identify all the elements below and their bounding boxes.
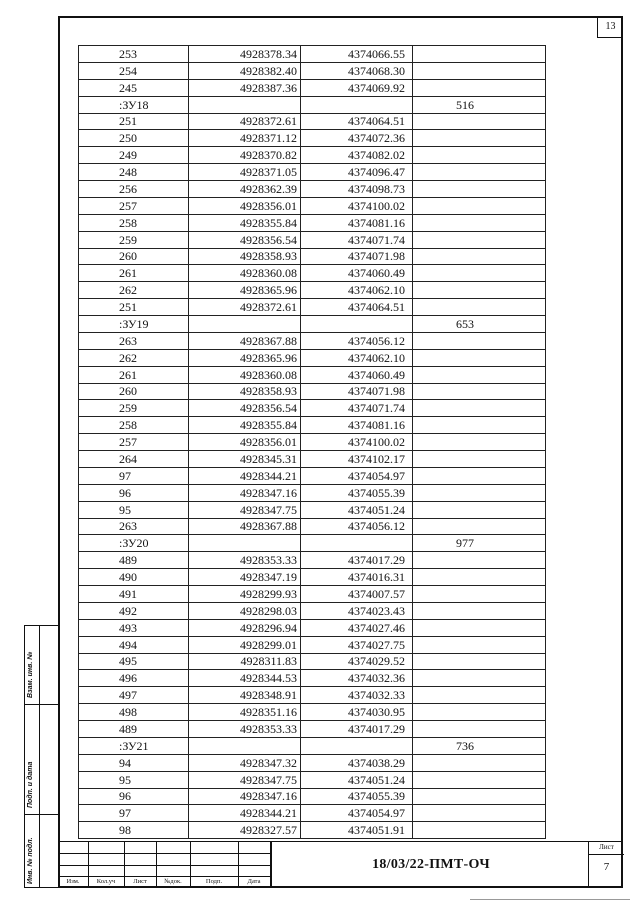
- area-cell: [413, 332, 546, 349]
- x-coordinate-cell: 4928296.94: [189, 619, 301, 636]
- table-row: [79, 383, 546, 400]
- area-cell: [413, 687, 546, 704]
- sheet-separator: [589, 854, 624, 855]
- table-row: [79, 771, 546, 788]
- table-row: [79, 349, 546, 366]
- x-coordinate-cell: 4928347.16: [189, 484, 301, 501]
- x-coordinate-cell: 4928348.91: [189, 687, 301, 704]
- point-number-cell: 492: [79, 602, 189, 619]
- point-number-cell: 264: [79, 451, 189, 468]
- area-cell: [413, 214, 546, 231]
- x-coordinate-cell: 4928353.33: [189, 721, 301, 738]
- table-row: [79, 704, 546, 721]
- area-cell: [413, 248, 546, 265]
- area-cell: [413, 265, 546, 282]
- x-coordinate-cell: [189, 535, 301, 552]
- table-row: [79, 602, 546, 619]
- x-coordinate-cell: 4928365.96: [189, 282, 301, 299]
- y-coordinate-cell: 4374071.98: [301, 383, 413, 400]
- table-row: [79, 248, 546, 265]
- y-coordinate-cell: 4374098.73: [301, 181, 413, 198]
- y-coordinate-cell: 4374038.29: [301, 754, 413, 771]
- y-coordinate-cell: 4374017.29: [301, 721, 413, 738]
- y-coordinate-cell: 4374027.46: [301, 619, 413, 636]
- area-cell: [413, 383, 546, 400]
- table-row: [79, 434, 546, 451]
- area-cell: [413, 788, 546, 805]
- point-number-cell: 489: [79, 721, 189, 738]
- table-row: [79, 552, 546, 569]
- x-coordinate-cell: 4928356.01: [189, 434, 301, 451]
- point-number-cell: 494: [79, 636, 189, 653]
- point-number-cell: :ЗУ19: [79, 316, 189, 333]
- y-coordinate-cell: 4374072.36: [301, 130, 413, 147]
- y-coordinate-cell: 4374054.97: [301, 805, 413, 822]
- table-row: [79, 417, 546, 434]
- area-cell: [413, 518, 546, 535]
- y-coordinate-cell: 4374017.29: [301, 552, 413, 569]
- area-cell: [413, 484, 546, 501]
- table-row: [79, 586, 546, 603]
- table-row: [79, 788, 546, 805]
- point-number-cell: 260: [79, 383, 189, 400]
- col-label-kol-uch: Кол.уч: [96, 878, 116, 885]
- point-number-cell: 251: [79, 113, 189, 130]
- col-label-izm: Изм.: [66, 878, 80, 885]
- parcel-header-row: [79, 737, 546, 754]
- margin-label-podp-data: Подп. и дата: [27, 761, 34, 808]
- point-number-cell: 257: [79, 197, 189, 214]
- point-number-cell: 97: [79, 805, 189, 822]
- area-cell: [413, 366, 546, 383]
- area-cell: [413, 197, 546, 214]
- table-row: [79, 400, 546, 417]
- parcel-header-row: [79, 535, 546, 552]
- x-coordinate-cell: 4928362.39: [189, 181, 301, 198]
- area-cell: [413, 501, 546, 518]
- point-number-cell: 95: [79, 771, 189, 788]
- parcel-header-row: [79, 316, 546, 333]
- x-coordinate-cell: 4928344.21: [189, 805, 301, 822]
- table-row: [79, 366, 546, 383]
- margin-label-inv-podl: Инв. № подл.: [27, 837, 34, 884]
- area-cell: [413, 46, 546, 63]
- area-cell: [413, 704, 546, 721]
- point-number-cell: 258: [79, 417, 189, 434]
- area-cell: [413, 467, 546, 484]
- table-row: [79, 518, 546, 535]
- y-coordinate-cell: 4374082.02: [301, 147, 413, 164]
- area-cell: [413, 400, 546, 417]
- coordinates-table: [78, 45, 546, 839]
- x-coordinate-cell: 4928370.82: [189, 147, 301, 164]
- point-number-cell: 96: [79, 484, 189, 501]
- table-row: [79, 130, 546, 147]
- area-cell: [413, 552, 546, 569]
- area-cell: [413, 602, 546, 619]
- table-row: [79, 46, 546, 63]
- point-number-cell: 256: [79, 181, 189, 198]
- x-coordinate-cell: 4928367.88: [189, 518, 301, 535]
- y-coordinate-cell: 4374100.02: [301, 197, 413, 214]
- y-coordinate-cell: 4374062.10: [301, 282, 413, 299]
- y-coordinate-cell: 4374066.55: [301, 46, 413, 63]
- x-coordinate-cell: 4928351.16: [189, 704, 301, 721]
- area-cell: [413, 451, 546, 468]
- area-cell: [413, 434, 546, 451]
- x-coordinate-cell: 4928347.16: [189, 788, 301, 805]
- y-coordinate-cell: 4374062.10: [301, 349, 413, 366]
- margin-stamp: [24, 625, 58, 888]
- point-number-cell: 491: [79, 586, 189, 603]
- area-cell: 653: [413, 316, 546, 333]
- point-number-cell: 259: [79, 400, 189, 417]
- table-row: [79, 484, 546, 501]
- table-row: [79, 113, 546, 130]
- y-coordinate-cell: 4374064.51: [301, 113, 413, 130]
- y-coordinate-cell: 4374051.24: [301, 771, 413, 788]
- point-number-cell: 498: [79, 704, 189, 721]
- col-label-podp: Подп.: [205, 878, 223, 885]
- y-coordinate-cell: 4374030.95: [301, 704, 413, 721]
- point-number-cell: 259: [79, 231, 189, 248]
- document-code: 18/03/22-ПМТ-ОЧ: [270, 841, 590, 888]
- y-coordinate-cell: 4374056.12: [301, 518, 413, 535]
- area-cell: 516: [413, 96, 546, 113]
- area-cell: [413, 299, 546, 316]
- y-coordinate-cell: 4374054.97: [301, 467, 413, 484]
- point-number-cell: :ЗУ20: [79, 535, 189, 552]
- y-coordinate-cell: 4374071.98: [301, 248, 413, 265]
- revision-grid: [58, 841, 270, 888]
- y-coordinate-cell: 4374007.57: [301, 586, 413, 603]
- y-coordinate-cell: [301, 96, 413, 113]
- y-coordinate-cell: 4374027.75: [301, 636, 413, 653]
- x-coordinate-cell: 4928372.61: [189, 113, 301, 130]
- y-coordinate-cell: 4374060.49: [301, 265, 413, 282]
- y-coordinate-cell: 4374032.33: [301, 687, 413, 704]
- point-number-cell: 496: [79, 670, 189, 687]
- table-row: [79, 653, 546, 670]
- point-number-cell: 251: [79, 299, 189, 316]
- area-cell: [413, 181, 546, 198]
- x-coordinate-cell: 4928344.21: [189, 467, 301, 484]
- title-block: [58, 841, 623, 888]
- point-number-cell: 263: [79, 518, 189, 535]
- area-cell: [413, 771, 546, 788]
- point-number-cell: :ЗУ18: [79, 96, 189, 113]
- y-coordinate-cell: 4374032.36: [301, 670, 413, 687]
- y-coordinate-cell: 4374068.30: [301, 62, 413, 79]
- page-number: 13: [597, 16, 623, 38]
- x-coordinate-cell: 4928365.96: [189, 349, 301, 366]
- x-coordinate-cell: 4928358.93: [189, 383, 301, 400]
- col-label-list: Лист: [133, 878, 147, 885]
- area-cell: [413, 822, 546, 839]
- point-number-cell: 98: [79, 822, 189, 839]
- y-coordinate-cell: 4374100.02: [301, 434, 413, 451]
- point-number-cell: 490: [79, 569, 189, 586]
- table-row: [79, 501, 546, 518]
- point-number-cell: :ЗУ21: [79, 737, 189, 754]
- point-number-cell: 94: [79, 754, 189, 771]
- sheet-label: Лист: [599, 843, 614, 851]
- y-coordinate-cell: 4374102.17: [301, 451, 413, 468]
- x-coordinate-cell: 4928371.12: [189, 130, 301, 147]
- table-row: [79, 147, 546, 164]
- x-coordinate-cell: 4928347.75: [189, 771, 301, 788]
- point-number-cell: 250: [79, 130, 189, 147]
- y-coordinate-cell: 4374081.16: [301, 417, 413, 434]
- y-coordinate-cell: 4374064.51: [301, 299, 413, 316]
- area-cell: [413, 636, 546, 653]
- point-number-cell: 263: [79, 332, 189, 349]
- scan-edge-line: [470, 899, 630, 900]
- x-coordinate-cell: 4928360.08: [189, 366, 301, 383]
- point-number-cell: 257: [79, 434, 189, 451]
- table-row: [79, 805, 546, 822]
- y-coordinate-cell: 4374016.31: [301, 569, 413, 586]
- y-coordinate-cell: 4374029.52: [301, 653, 413, 670]
- sheet-number: 7: [603, 861, 610, 873]
- table-row: [79, 754, 546, 771]
- area-cell: [413, 231, 546, 248]
- table-row: [79, 181, 546, 198]
- y-coordinate-cell: 4374071.74: [301, 231, 413, 248]
- margin-label-vzam-inv: Взам. инв. №: [27, 651, 34, 698]
- x-coordinate-cell: 4928356.54: [189, 231, 301, 248]
- table-row: [79, 822, 546, 839]
- margin-stamp-divider: [25, 704, 58, 705]
- table-row: [79, 451, 546, 468]
- table-row: [79, 636, 546, 653]
- x-coordinate-cell: 4928347.75: [189, 501, 301, 518]
- y-coordinate-cell: 4374056.12: [301, 332, 413, 349]
- y-coordinate-cell: 4374071.74: [301, 400, 413, 417]
- y-coordinate-cell: [301, 535, 413, 552]
- point-number-cell: 261: [79, 265, 189, 282]
- point-number-cell: 254: [79, 62, 189, 79]
- x-coordinate-cell: 4928311.83: [189, 653, 301, 670]
- x-coordinate-cell: 4928299.93: [189, 586, 301, 603]
- point-number-cell: 262: [79, 349, 189, 366]
- area-cell: [413, 113, 546, 130]
- x-coordinate-cell: [189, 96, 301, 113]
- area-cell: [413, 417, 546, 434]
- x-coordinate-cell: 4928327.57: [189, 822, 301, 839]
- x-coordinate-cell: 4928358.93: [189, 248, 301, 265]
- point-number-cell: 248: [79, 164, 189, 181]
- area-cell: [413, 147, 546, 164]
- x-coordinate-cell: [189, 737, 301, 754]
- point-number-cell: 489: [79, 552, 189, 569]
- y-coordinate-cell: 4374055.39: [301, 788, 413, 805]
- area-cell: [413, 670, 546, 687]
- point-number-cell: 258: [79, 214, 189, 231]
- point-number-cell: 495: [79, 653, 189, 670]
- point-number-cell: 261: [79, 366, 189, 383]
- y-coordinate-cell: 4374055.39: [301, 484, 413, 501]
- point-number-cell: 245: [79, 79, 189, 96]
- x-coordinate-cell: 4928353.33: [189, 552, 301, 569]
- area-cell: 977: [413, 535, 546, 552]
- x-coordinate-cell: 4928356.01: [189, 197, 301, 214]
- area-cell: 736: [413, 737, 546, 754]
- y-coordinate-cell: 4374081.16: [301, 214, 413, 231]
- table-row: [79, 687, 546, 704]
- point-number-cell: 249: [79, 147, 189, 164]
- area-cell: [413, 754, 546, 771]
- table-row: [79, 214, 546, 231]
- point-number-cell: 95: [79, 501, 189, 518]
- table-row: [79, 569, 546, 586]
- y-coordinate-cell: 4374023.43: [301, 602, 413, 619]
- area-cell: [413, 586, 546, 603]
- area-cell: [413, 619, 546, 636]
- x-coordinate-cell: 4928299.01: [189, 636, 301, 653]
- x-coordinate-cell: 4928360.08: [189, 265, 301, 282]
- table-row: [79, 721, 546, 738]
- table-row: [79, 265, 546, 282]
- point-number-cell: 497: [79, 687, 189, 704]
- y-coordinate-cell: 4374096.47: [301, 164, 413, 181]
- table-row: [79, 79, 546, 96]
- margin-stamp-divider: [25, 814, 58, 815]
- x-coordinate-cell: 4928372.61: [189, 299, 301, 316]
- area-cell: [413, 653, 546, 670]
- table-row: [79, 299, 546, 316]
- table-row: [79, 282, 546, 299]
- area-cell: [413, 164, 546, 181]
- area-cell: [413, 569, 546, 586]
- point-number-cell: 253: [79, 46, 189, 63]
- table-row: [79, 467, 546, 484]
- x-coordinate-cell: 4928355.84: [189, 417, 301, 434]
- col-label-n-dok: №док.: [164, 878, 182, 885]
- x-coordinate-cell: 4928378.34: [189, 46, 301, 63]
- point-number-cell: 262: [79, 282, 189, 299]
- table-row: [79, 670, 546, 687]
- x-coordinate-cell: 4928298.03: [189, 602, 301, 619]
- y-coordinate-cell: 4374069.92: [301, 79, 413, 96]
- x-coordinate-cell: 4928345.31: [189, 451, 301, 468]
- x-coordinate-cell: 4928367.88: [189, 332, 301, 349]
- x-coordinate-cell: [189, 316, 301, 333]
- point-number-cell: 260: [79, 248, 189, 265]
- y-coordinate-cell: [301, 316, 413, 333]
- area-cell: [413, 721, 546, 738]
- area-cell: [413, 130, 546, 147]
- table-row: [79, 231, 546, 248]
- sheet-number-box: [588, 841, 624, 888]
- table-row: [79, 62, 546, 79]
- y-coordinate-cell: [301, 737, 413, 754]
- col-label-data: Дата: [247, 878, 261, 885]
- x-coordinate-cell: 4928347.19: [189, 569, 301, 586]
- table-row: [79, 197, 546, 214]
- table-row: [79, 619, 546, 636]
- area-cell: [413, 79, 546, 96]
- table-row: [79, 332, 546, 349]
- area-cell: [413, 349, 546, 366]
- area-cell: [413, 62, 546, 79]
- x-coordinate-cell: 4928371.05: [189, 164, 301, 181]
- x-coordinate-cell: 4928355.84: [189, 214, 301, 231]
- x-coordinate-cell: 4928382.40: [189, 62, 301, 79]
- table-row: [79, 164, 546, 181]
- point-number-cell: 96: [79, 788, 189, 805]
- point-number-cell: 493: [79, 619, 189, 636]
- area-cell: [413, 282, 546, 299]
- x-coordinate-cell: 4928387.36: [189, 79, 301, 96]
- y-coordinate-cell: 4374060.49: [301, 366, 413, 383]
- x-coordinate-cell: 4928356.54: [189, 400, 301, 417]
- x-coordinate-cell: 4928344.53: [189, 670, 301, 687]
- x-coordinate-cell: 4928347.32: [189, 754, 301, 771]
- area-cell: [413, 805, 546, 822]
- y-coordinate-cell: 4374051.91: [301, 822, 413, 839]
- y-coordinate-cell: 4374051.24: [301, 501, 413, 518]
- parcel-header-row: [79, 96, 546, 113]
- point-number-cell: 97: [79, 467, 189, 484]
